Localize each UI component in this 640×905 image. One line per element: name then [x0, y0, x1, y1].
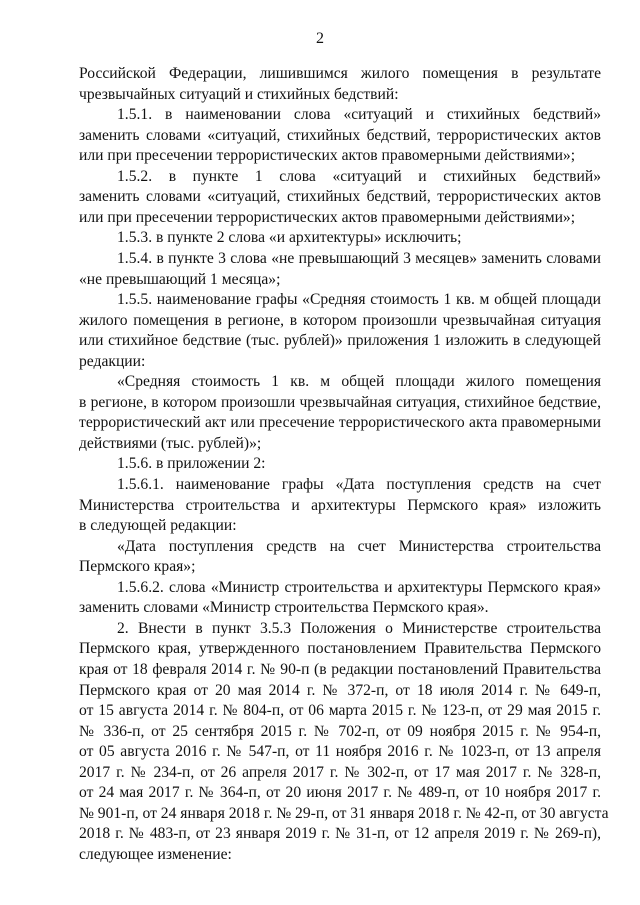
- text-line: 2017 г. № 234-п, от 26 апреля 2017 г. № 302-п, от 17 мая 2017 г. № 328-п,: [79, 763, 601, 781]
- text-line: от 15 августа 2014 г. № 804-п, от 06 марта 2015 г. № 123-п, от 29 мая 2015 г.: [79, 702, 601, 720]
- text-line: от 24 мая 2017 г. № 364-п, от 20 июня 2017 г. № 489-п, от 10 ноября 2017 г.: [79, 784, 601, 802]
- text-line: редакции:: [79, 352, 146, 370]
- text-line: следующее изменение:: [79, 845, 232, 863]
- text-line: 1.5.2. в пункте 1 слова «ситуаций и стихийных бедствий»: [117, 167, 601, 185]
- text-line: 1.5.1. в наименовании слова «ситуаций и стихийных бедствий»: [117, 106, 601, 124]
- text-line: Пермского края, утвержденного постановлением Правительства Пермского: [79, 640, 601, 658]
- text-line: «не превышающий 1 месяца»;: [79, 270, 281, 288]
- text-line: террористический акт или пресечение террористического акта правомерными: [79, 414, 601, 432]
- text-line: в регионе, в котором произошли чрезвычайная ситуация, стихийное бедствие,: [79, 393, 601, 411]
- text-line: «Дата поступления средств на счет Министерства строительства: [117, 537, 601, 555]
- text-line: от 05 августа 2016 г. № 547-п, от 11 ноября 2016 г. № 1023-п, от 13 апреля: [79, 743, 601, 761]
- text-line: в следующей редакции:: [79, 517, 237, 535]
- text-line: 1.5.5. наименование графы «Средняя стоимость 1 кв. м общей площади: [117, 291, 601, 309]
- text-line: 1.5.6.2. слова «Министр строительства и архитектуры Пермского края»: [117, 578, 601, 596]
- text-line: Российской Федерации, лишившимся жилого помещения в результате: [79, 65, 601, 82]
- text-line: чрезвычайных ситуаций и стихийных бедствий:: [79, 85, 399, 103]
- text-line: края от 18 февраля 2014 г. № 90-п (в редакции постановлений Правительства: [79, 661, 601, 678]
- text-line: или при пресечении террористических актов правомерными действиями»;: [79, 208, 576, 226]
- text-line: Министерства строительства и архитектуры Пермского края» изложить: [79, 496, 601, 514]
- text-line: жилого помещения в регионе, в котором произошли чрезвычайная ситуация: [79, 311, 601, 329]
- text-line: заменить словами «ситуаций, стихийных бедствий, террористических актов: [79, 126, 601, 144]
- text-line: 1.5.6. в приложении 2:: [117, 455, 266, 473]
- text-line: Пермского края»;: [79, 558, 196, 576]
- text-line: № 336-п, от 25 сентября 2015 г. № 702-п, от 09 ноября 2015 г. № 954-п,: [79, 722, 601, 740]
- text-line: «Средняя стоимость 1 кв. м общей площади жилого помещения: [117, 373, 601, 391]
- text-line: или стихийное бедствие (тыс. рублей)» приложения 1 изложить в следующей: [79, 332, 601, 350]
- text-line: действиями (тыс. рублей)»;: [79, 434, 262, 452]
- text-line: 1.5.4. в пункте 3 слова «не превышающий 3 месяцев» заменить словами: [117, 250, 601, 267]
- text-line: 2018 г. № 483-п, от 23 января 2019 г. № 31-п, от 12 апреля 2019 г. № 269-п),: [79, 825, 601, 843]
- text-line: заменить словами «ситуаций, стихийных бедствий, террористических актов: [79, 188, 601, 206]
- text-line: или при пресечении террористических актов правомерными действиями»;: [79, 147, 576, 165]
- page-number: 2: [316, 30, 324, 47]
- text-line: 1.5.3. в пункте 2 слова «и архитектуры» исключить;: [117, 229, 462, 247]
- text-line: 1.5.6.1. наименование графы «Дата поступления средств на счет: [117, 476, 601, 493]
- text-line: 2. Внести в пункт 3.5.3 Положения о Министерстве строительства: [117, 619, 601, 637]
- text-line: заменить словами «Министр строительства Пермского края».: [79, 599, 489, 617]
- text-line: Пермского края от 20 мая 2014 г. № 372-п, от 18 июля 2014 г. № 649-п,: [79, 681, 601, 699]
- text-line: № 901-п, от 24 января 2018 г. № 29-п, от 31 января 2018 г. № 42-п, от 30 августа: [79, 804, 609, 822]
